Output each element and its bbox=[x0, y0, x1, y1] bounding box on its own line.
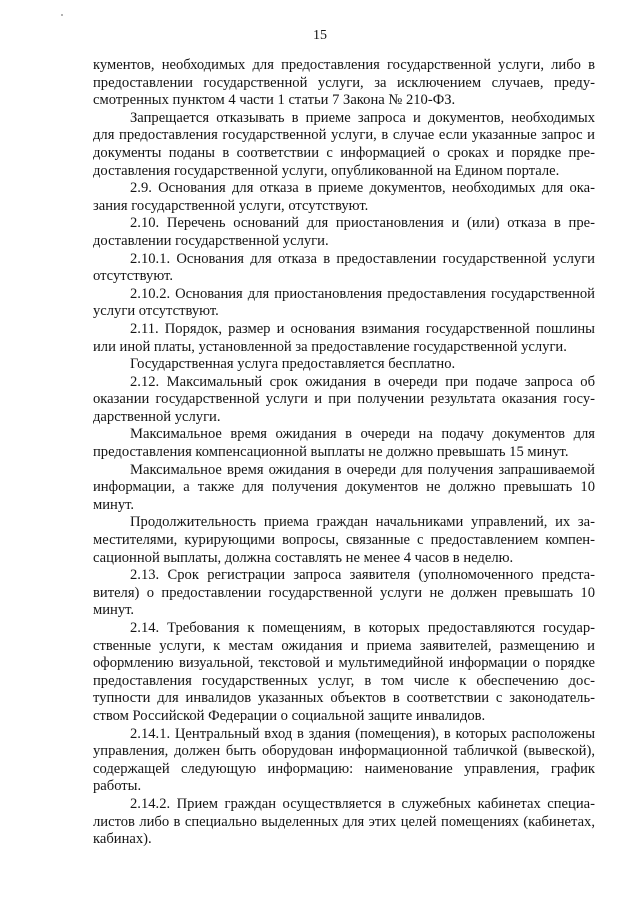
paragraph-2-10-1: 2.10.1. Основания для отказа в предоставлении государственной услуги отсутствуют. bbox=[93, 250, 595, 285]
paragraph-2-10: 2.10. Перечень оснований для приостановления и (или) отказа в предоставлении государственной услуги. bbox=[93, 215, 595, 249]
paragraph-2-11: 2.11. Порядок, размер и основания взимания государственной пошлины или иной платы, установленной за предоставление государственной услуги. bbox=[93, 320, 595, 355]
paragraph-2-14-2: 2.14.2. Прием граждан осуществляется в служебных кабинетах специалистов либо в специально выделенных для этих целей помещениях (кабинетах, кабинах). bbox=[93, 795, 595, 848]
paragraph-2-9: 2.9. Основания для отказа в приеме документов, необходимых для оказания государственной услуги, отсутствуют. bbox=[93, 180, 595, 214]
paragraph-continuation: кументов, необходимых для предоставления государственной услуги, либо в предоставлении государственной услуги, за исключением случаев, предусмотренных пунктом 4 части 1 статьи 7 Закона № 210-ФЗ. bbox=[93, 57, 595, 109]
paragraph-refusal-prohibition: Запрещается отказывать в приеме запроса и документов, необходимых для предоставления государственной услуги, в случае если указанные запрос и документы поданы в соответствии с информацией о сроках и порядке предоставления государственной услуги, опубликованной на Едином портале. bbox=[93, 109, 595, 179]
paragraph-2-10-2: 2.10.2. Основания для приостановления предоставления государственной услуги отсутствуют. bbox=[93, 285, 595, 320]
page-number: 15 bbox=[313, 28, 327, 43]
paragraph-2-14-1: 2.14.1. Центральный вход в здания (помещения), в которых расположены управления, должен быть оборудован информационной табличкой (вывеской), содержащей следующую информацию: наименование управления, график работы. bbox=[93, 725, 595, 795]
document-body bbox=[93, 57, 595, 849]
paragraph-reception-duration: Продолжительность приема граждан начальниками управлений, их заместителями, курирующими вопросы, связанные с предоставлением компенсационной выплаты, должна составлять не менее 4 часов в неделю. bbox=[93, 514, 595, 566]
paragraph-wait-submission: Максимальное время ожидания в очереди на подачу документов для предоставления компенсационной выплаты не должно превышать 15 минут. bbox=[93, 426, 595, 461]
scan-speck bbox=[61, 14, 63, 16]
paragraph-free-of-charge: Государственная услуга предоставляется бесплатно. bbox=[130, 356, 456, 373]
paragraph-2-13: 2.13. Срок регистрации запроса заявителя (уполномоченного представителя) о предоставлении государственной услуги не должен превышать 10 минут. bbox=[93, 567, 595, 619]
paragraph-wait-information: Максимальное время ожидания в очереди для получения запрашиваемой информации, а также для получения документов не должно превышать 10 минут. bbox=[93, 461, 595, 513]
paragraph-2-12: 2.12. Максимальный срок ожидания в очереди при подаче запроса об оказании государственной услуги и при получении результата оказания государственной услуги. bbox=[93, 373, 595, 425]
paragraph-2-14: 2.14. Требования к помещениям, в которых предоставляются государственные услуги, к местам ожидания и приема заявителей, размещению и оформлению визуальной, текстовой и мультимедийной информации о порядке предоставления государственных услуг, в том числе к обеспечению доступности для инвалидов указанных объектов в соответствии с законодательством Российской Федерации о социальной защите инвалидов. bbox=[93, 620, 595, 724]
